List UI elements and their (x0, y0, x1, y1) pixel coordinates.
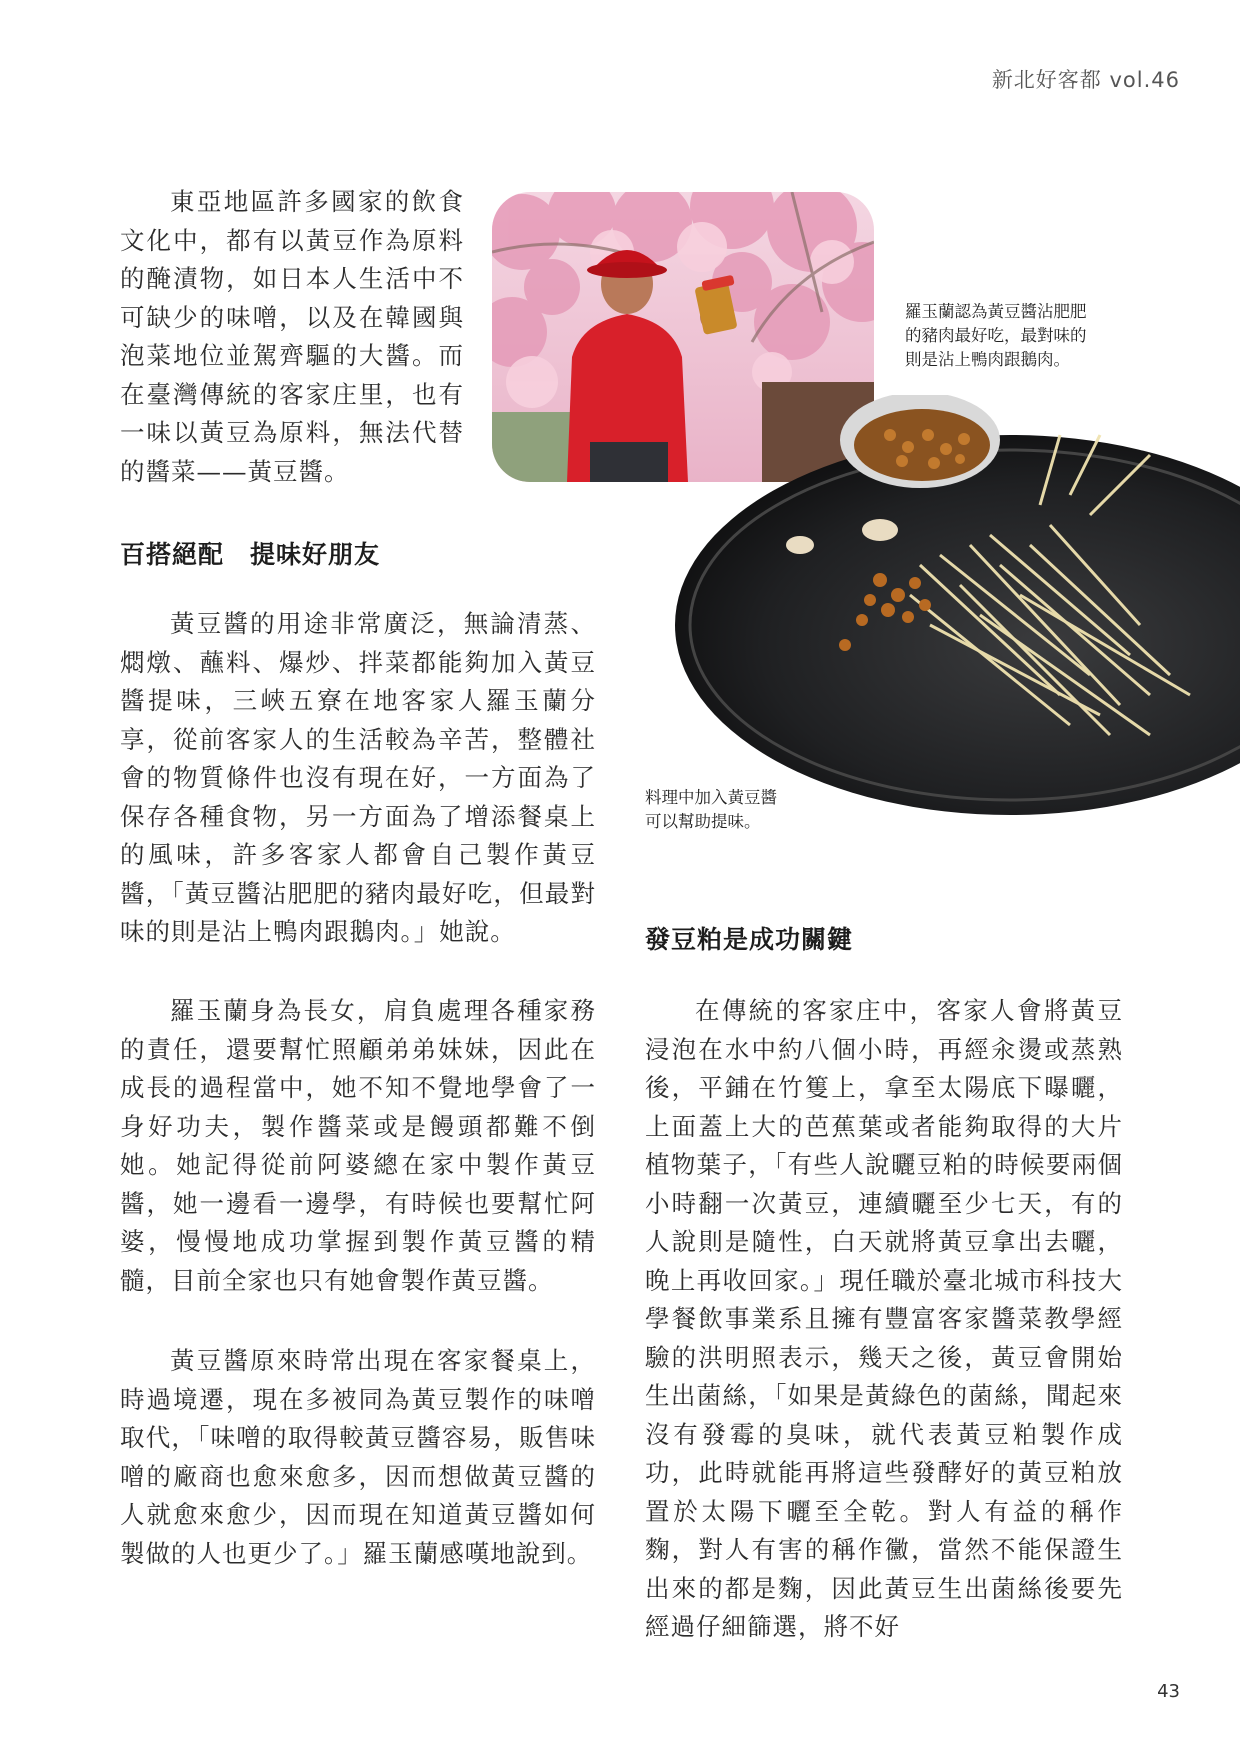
section1-p1-block (120, 605, 596, 952)
section1-paragraph-3: 黃豆醬原來時常出現在客家餐桌上，時過境遷，現在多被同為黃豆製作的味噌取代，「味噌的取得較黃豆醬容易，販售味噌的廠商也愈來愈多，因而想做黃豆醬的人就愈來愈少，因而現在知道黃豆醬如何製做的人也更少了。」羅玉蘭感嘆地說到。 (120, 1346, 596, 1568)
intro-paragraph: 東亞地區許多國家的飲食文化中，都有以黃豆作為原料的醃漬物，如日本人生活中不可缺少的味噌，以及在韓國與泡菜地位並駕齊驅的大醬。而在臺灣傳統的客家庄里，也有一味以黃豆為原料，無法代替的醬菜——黃豆醬。 (120, 187, 464, 486)
wok-photo (670, 395, 1240, 827)
section1-paragraph-2: 羅玉蘭身為長女，肩負處理各種家務的責任，還要幫忙照顧弟弟妹妹，因此在成長的過程當中，她不知不覺地學會了一身好功夫，製作醬菜或是饅頭都難不倒她。她記得從前阿婆總在家中製作黃豆醬，她一邊看一邊學，有時候也要幫忙阿婆，慢慢地成功掌握到製作黃豆醬的精髓，目前全家也只有她會製作黃豆醬。 (120, 996, 596, 1295)
section2-heading: 發豆粕是成功關鍵 (645, 925, 854, 954)
section1-heading: 百搭絕配 提味好朋友 (120, 540, 381, 569)
section1-p2-block (120, 992, 596, 1300)
wok-caption-line: 可以幫助提味。 (645, 812, 761, 831)
magazine-header: 新北好客都 vol.46 (991, 68, 1180, 92)
section1-paragraph-1: 黃豆醬的用途非常廣泛，無論清蒸、燜燉、蘸料、爆炒、拌菜都能夠加入黃豆醬提味，三峽五寮在地客家人羅玉蘭分享，從前客家人的生活較為辛苦，整體社會的物質條件也沒有現在好，一方面為了保存各種食物，另一方面為了增添餐桌上的風味，許多客家人都會自己製作黃豆醬，「黃豆醬沾肥肥的豬肉最好吃，但最對味的則是沾上鴨肉跟鵝肉。」她說。 (120, 609, 596, 946)
section1-p3-block (120, 1342, 596, 1573)
section2-heading-block (645, 920, 1123, 956)
section2-p1-block (645, 992, 1123, 1647)
page-number: 43 (1157, 1681, 1180, 1702)
wok-caption-line: 料理中加入黃豆醬 (645, 788, 777, 807)
portrait-caption-line: 則是沾上鴨肉跟鵝肉。 (905, 350, 1070, 369)
portrait-caption-line: 的豬肉最好吃，最對味的 (905, 326, 1087, 345)
portrait-caption-line: 羅玉蘭認為黃豆醬沾肥肥 (905, 302, 1087, 321)
section1-heading-block (120, 535, 596, 571)
portrait-caption (905, 300, 1087, 372)
wok-caption (645, 786, 777, 834)
wok-cooking-image (670, 395, 1240, 827)
section2-paragraph-1: 在傳統的客家庄中，客家人會將黃豆浸泡在水中約八個小時，再經汆燙或蒸熟後，平鋪在竹篗上，拿至太陽底下曝曬，上面蓋上大的芭蕉葉或者能夠取得的大片植物葉子，「有些人說曬豆粕的時候要兩個小時翻一次黃豆，連續曬至少七天，有的人說則是隨性，白天就將黃豆拿出去曬，晚上再收回家。」現任職於臺北城市科技大學餐飲事業系且擁有豐富客家醬菜教學經驗的洪明照表示，幾天之後，黃豆會開始生出菌絲，「如果是黃綠色的菌絲，聞起來沒有發霉的臭味，就代表黃豆粕製作成功，此時就能再將這些發酵好的黃豆粕放置於太陽下曬至全乾。對人有益的稱作麴，對人有害的稱作黴，當然不能保證生出來的都是麴，因此黃豆生出菌絲後要先經過仔細篩選，將不好 (645, 996, 1123, 1641)
